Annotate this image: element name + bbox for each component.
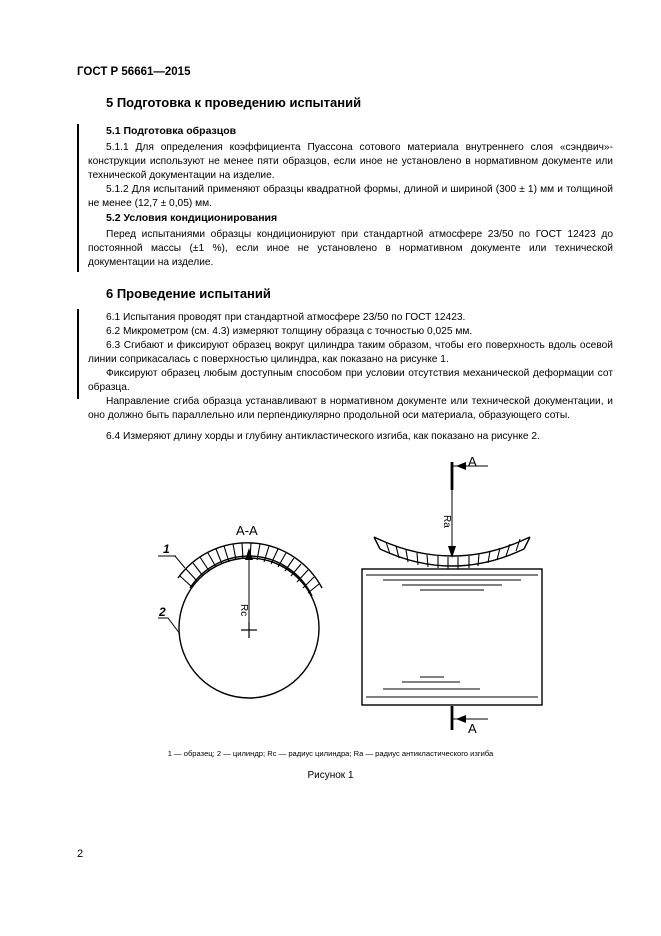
rc-label: Rс — [238, 604, 249, 617]
paragraph-5-1-1: 5.1.1 Для определения коэффициента Пуассона сотового материала внутреннего слоя «сэндвич»-конструкции используют не менее пяти образцов, если иное не установлено в нормативном документе или технической документации на изделие. — [88, 142, 613, 181]
paragraph-6-1: 6.1 Испытания проводят при стандартной атмосфере 23/50 по ГОСТ 12423. — [106, 312, 466, 323]
section-arrow-top — [456, 462, 466, 470]
rc-arrowhead — [245, 548, 253, 560]
section-arrow-bottom — [456, 715, 466, 723]
document-header: ГОСТ Р 56661—2015 — [77, 66, 191, 78]
subsection-5-1-title: 5.1 Подготовка образцов — [106, 125, 237, 137]
revision-bar-2 — [77, 309, 79, 399]
section-letter-bottom: А — [468, 721, 477, 736]
paragraph-6-3: 6.3 Сгибают и фиксируют образец вокруг цилиндра таким образом, чтобы его поверхность вдоль осевой линии соприкасалась с поверхностью цилиндра, как показано на рисунке 1. — [88, 340, 613, 365]
section-letter-top: А — [468, 454, 477, 469]
label-1: 1 — [163, 542, 170, 556]
label-2: 2 — [159, 605, 166, 619]
revision-bar-1 — [77, 124, 79, 272]
paragraph-6-3-direction: Направление сгиба образца устанавливают в нормативном документе или технической документации, и оно должно быть параллельно или перпендикулярно продольной оси материала, образующего соты. — [88, 396, 613, 421]
subsection-5-2-title: 5.2 Условия кондиционирования — [106, 212, 278, 224]
block-rectangle — [362, 569, 542, 705]
section-5-title: 5 Подготовка к проведению испытаний — [106, 95, 362, 110]
paragraph-5-2: Перед испытаниями образцы кондиционируют при стандартной атмосфере 23/50 по ГОСТ 12423 до постоянной массы (±1 %), если иное не установлено в нормативном документе или технической документации на изделие. — [88, 229, 613, 268]
paragraph-6-2: 6.2 Микрометром (см. 4.3) измеряют толщину образца с точностью 0,025 мм. — [106, 326, 473, 337]
section-6-title: 6 Проведение испытаний — [106, 286, 271, 301]
figure-1-drawing — [0, 440, 661, 740]
specimen-inner-arc — [190, 556, 312, 596]
block-hatching — [366, 575, 538, 697]
paragraph-6-4: 6.4 Измеряют длину хорды и глубину антикластического изгиба, как показано на рисунке 2. — [106, 431, 540, 442]
ra-label: Ra — [441, 515, 452, 528]
paragraph-5-1-2: 5.1.2 Для испытаний применяют образцы квадратной формы, длиной и шириной (300 ± 1) мм и толщиной не менее (12,7 ± 0,05) мм. — [88, 184, 613, 209]
section-label: А-А — [236, 523, 258, 538]
page-number: 2 — [77, 848, 84, 860]
paragraph-6-3-fixing: Фиксируют образец любым доступным способом при условии отсутствия механической деформации сот образца. — [88, 368, 613, 393]
figure-caption: 1 — образец; 2 — цилиндр; Rc — радиус цилиндра; Ra — радиус антикластического изгиба — [167, 749, 494, 758]
figure-title: Рисунок 1 — [307, 770, 354, 781]
